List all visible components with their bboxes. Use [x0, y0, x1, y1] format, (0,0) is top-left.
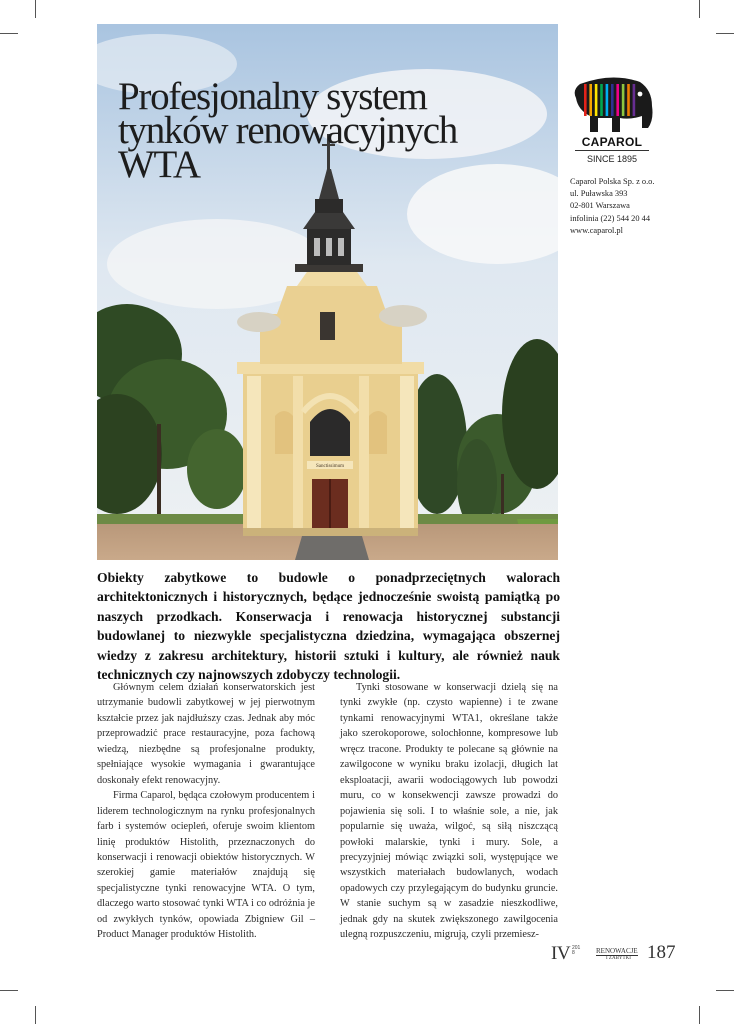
magazine-subtitle: I ZABYTKI: [606, 956, 631, 961]
logo-stripe: [611, 84, 614, 116]
issue-year: 2018: [572, 945, 581, 956]
contact-company: Caparol Polska Sp. z o.o.: [570, 177, 655, 186]
crop-mark: [699, 0, 700, 18]
crop-mark: [699, 1006, 700, 1024]
logo-stripe: [633, 84, 636, 116]
logo-stripe: [606, 84, 609, 116]
contact-city: 02-801 Warszawa: [570, 201, 630, 211]
crop-mark: [0, 33, 18, 34]
crop-mark: [716, 33, 734, 34]
paragraph: Tynki stosowane w konserwacji dzielą się na tynki zwykłe (np. czysto wapienne) i te zwane tynkami renowacyjnymi WTA1, określane także jako szerokoporowe, solochłonne, kompresowe lub wręcz tracone. Produkty te polecane są głównie na zawilgocone w wyniku braku izolacji, długich lat eksploatacji, awarii wodociągowych lub powodzi muru, co w konsekwencji zawsze prowadzi do pojawienia się soli. I to właśnie sole, a nie, jak popularnie się uważa, wilgoć, są siłą niszczącą powłoki malarskie, tynki i mury. Sole, a precyzyjniej mówiąc związki soli, występujące we wszystkich materiałach budowlanych, wodach opadowych czy przylegającym do budynku gruncie. W stanie suchym są w zasadzie nieszkodliwe, jednak gdy na skutek zwiększonego zawilgocenia ulegną rozpuszczeniu, migrują, czyli przemiesz-: [340, 682, 558, 941]
logo-divider: [575, 150, 649, 151]
brand-since: SINCE 1895: [586, 154, 638, 164]
page-number: 187: [647, 942, 676, 963]
logo-stripe: [616, 84, 619, 116]
brand-name: CAPAROL: [581, 135, 643, 149]
issue-number: IV: [551, 943, 571, 964]
magazine-title: RENOWACJE: [596, 947, 638, 955]
crop-mark: [716, 990, 734, 991]
crop-mark: [35, 1006, 36, 1024]
logo-stripe: [589, 84, 592, 116]
crop-mark: [35, 0, 36, 18]
contact-street: ul. Puławska 393: [570, 189, 628, 199]
paragraph: Głównym celem działań konserwatorskich jest utrzymanie budowli zabytkowej w jej pierwotnym kształcie przez jak najdłuższy czas. Jednak aby móc przeprowadzić prace restauracyjne, poza fachową wiedzą, niezbędne są profesjonalne produkty, spełniające wysokie wymagania i gwarantujące doskonały efekt renowacyjny.: [97, 682, 315, 786]
article-column-right: [340, 680, 558, 943]
contact-website: www.caparol.pl: [570, 225, 623, 235]
paragraph: Firma Caparol, będąca czołowym producentem i liderem technologicznym na rynku profesjonalnych farb i systemów ociepleń, oferuje swoim klientom linię produktów Histolith, przeznaczonych do konserwacji i renowacji obiektów historycznych. W szerokiej gamie materiałów znajdują się specjalistyczne tynki renowacyjne WTA. O tym, dlaczego warto stosować tynki WTA i co odróżnia je od zwykłych tynków, opowiada Zbigniew Gil – Product Manager produktów Histolith.: [97, 790, 315, 941]
logo-stripe: [622, 84, 625, 116]
title-line: Profesjonalny system: [118, 75, 427, 118]
facade-sign: Sanctissimum: [315, 464, 345, 469]
elephant-logo-icon: [570, 76, 654, 139]
title-line: tynków renowacyjnych: [118, 109, 457, 152]
sponsor-contact: [570, 176, 690, 237]
article-column-left: [97, 680, 315, 943]
crop-mark: [0, 990, 18, 991]
title-line: WTA: [118, 143, 200, 186]
article-title: [118, 75, 548, 186]
logo-stripe: [600, 84, 603, 116]
logo-stripe: [627, 84, 630, 116]
contact-phone: infolinia (22) 544 20 44: [570, 213, 651, 223]
logo-stripe: [584, 84, 587, 116]
article-lead: Obiekty zabytkowe to budowle o ponadprzeciętnych walorach architektonicznych i historycznych, będące jednocześnie swoistą pamiątką po naszych przodkach. Konserwacja i renowacja historycznej substancji budowlanej to niezwykle specjalistyczna dziedzina, wymagająca obszernej wiedzy z zakresu architektury, historii sztuki i kultury, ale również nauk technicznych czy najnowszych zdobyczy technologii.: [97, 570, 560, 683]
logo-stripe: [595, 84, 598, 116]
